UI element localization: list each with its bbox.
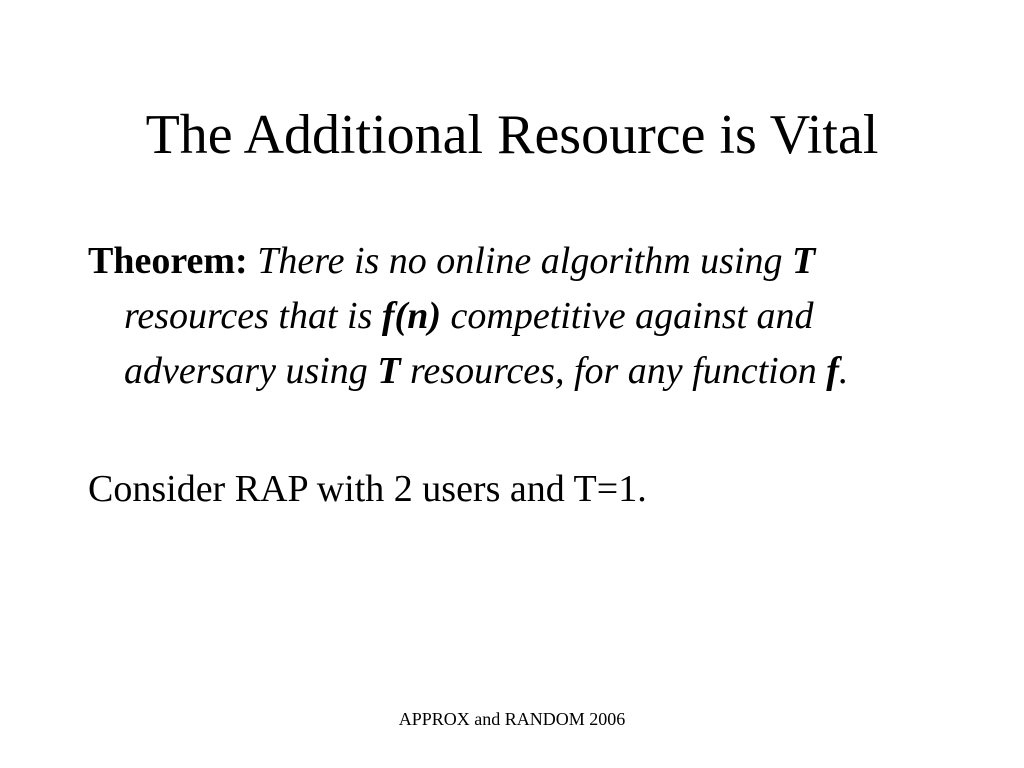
theorem-label: Theorem: bbox=[88, 240, 248, 282]
theorem-text: resources that is bbox=[124, 295, 382, 337]
theorem-paragraph bbox=[88, 234, 948, 399]
theorem-text: There is no online algorithm using bbox=[247, 240, 793, 282]
theorem-symbol-t: T bbox=[792, 240, 816, 282]
theorem-text: resources, for any function bbox=[400, 350, 827, 392]
theorem-symbol-fn: f(n) bbox=[381, 295, 442, 337]
slide-footer: APPROX and RANDOM 2006 bbox=[398, 709, 626, 729]
theorem-symbol-f: f bbox=[826, 350, 839, 392]
theorem-text: . bbox=[838, 350, 849, 392]
theorem-symbol-t: T bbox=[377, 350, 401, 392]
consider-paragraph: Consider RAP with 2 users and T=1. bbox=[88, 468, 647, 510]
slide-body bbox=[88, 234, 948, 517]
slide-title: The Additional Resource is Vital bbox=[145, 104, 879, 166]
theorem-text: competitive against and adversary using bbox=[124, 295, 814, 392]
